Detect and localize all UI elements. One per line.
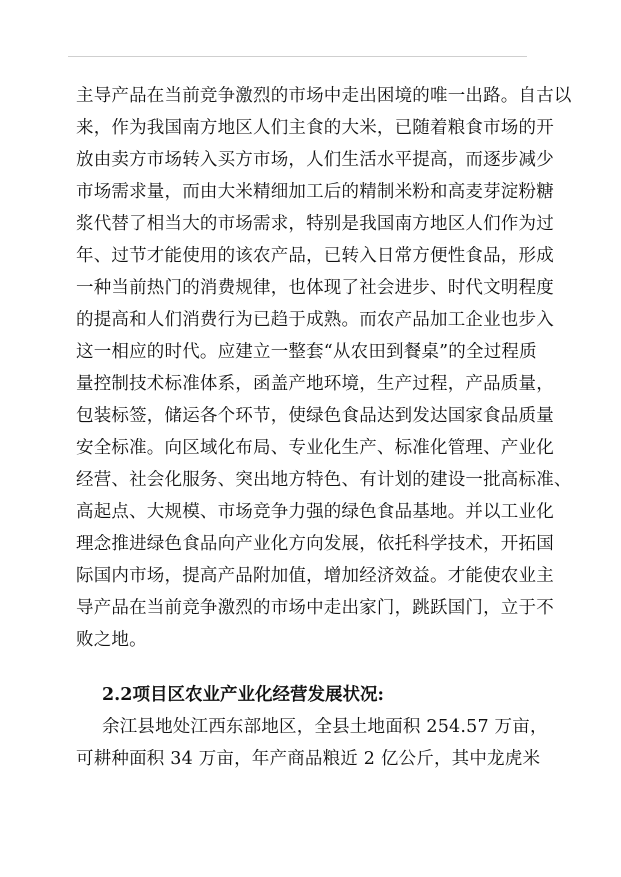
text-line: 放由卖方市场转入买方市场，人们生活水平提高，而逐步减少	[76, 150, 554, 170]
text-line: 可耕种面积 34 万亩，年产商品粮近 2 亿公斤，其中龙虎米	[76, 749, 541, 769]
text-line: 败之地。	[76, 630, 147, 650]
text-line: 浆代替了相当大的市场需求，特别是我国南方地区人们作为过	[76, 214, 554, 234]
body-paragraph	[76, 80, 572, 656]
section-paragraph	[76, 711, 546, 775]
text-line: 市场需求量，而由大米精细加工后的精制米粉和高麦芽淀粉糖	[76, 182, 554, 202]
section-heading: 2.2项目区农业产业化经营发展状况:	[102, 685, 384, 705]
text-line: 高起点、大规模、市场竞争力强的绿色食品基地。并以工业化	[76, 502, 554, 522]
text-line: 理念推进绿色食品向产业化方向发展，依托科学技术，开拓国	[76, 534, 554, 554]
text-line: 这一相应的时代。应建立一整套“从农田到餐桌”的全过程质	[76, 342, 537, 362]
text-line: 主导产品在当前竞争激烈的市场中走出困境的唯一出路。自古以	[76, 86, 572, 106]
text-line: 经营、社会化服务、突出地方特色、有计划的建设一批高标准、	[76, 470, 572, 490]
text-line: 来，作为我国南方地区人们主食的大米，已随着粮食市场的开	[76, 118, 554, 138]
text-line: 际国内市场，提高产品附加值，增加经济效益。才能使农业主	[76, 566, 554, 586]
text-line: 余江县地处江西东部地区，全县土地面积 254.57 万亩，	[102, 717, 548, 737]
text-line: 导产品在当前竞争激烈的市场中走出家门，跳跃国门，立于不	[76, 598, 554, 618]
text-line: 包装标签，储运各个环节，使绿色食品达到发达国家食品质量	[76, 406, 554, 426]
text-line: 年、过节才能使用的该农产品，已转入日常方便性食品，形成	[76, 246, 554, 266]
text-line: 安全标准。向区域化布局、专业化生产、标准化管理、产业化	[76, 438, 554, 458]
text-line: 的提高和人们消费行为已趋于成熟。而农产品加工企业也步入	[76, 310, 554, 330]
text-line: 一种当前热门的消费规律，也体现了社会进步、时代文明程度	[76, 278, 554, 298]
text-line: 量控制技术标准体系，函盖产地环境，生产过程，产品质量，	[76, 374, 554, 394]
header-rule	[68, 56, 527, 57]
